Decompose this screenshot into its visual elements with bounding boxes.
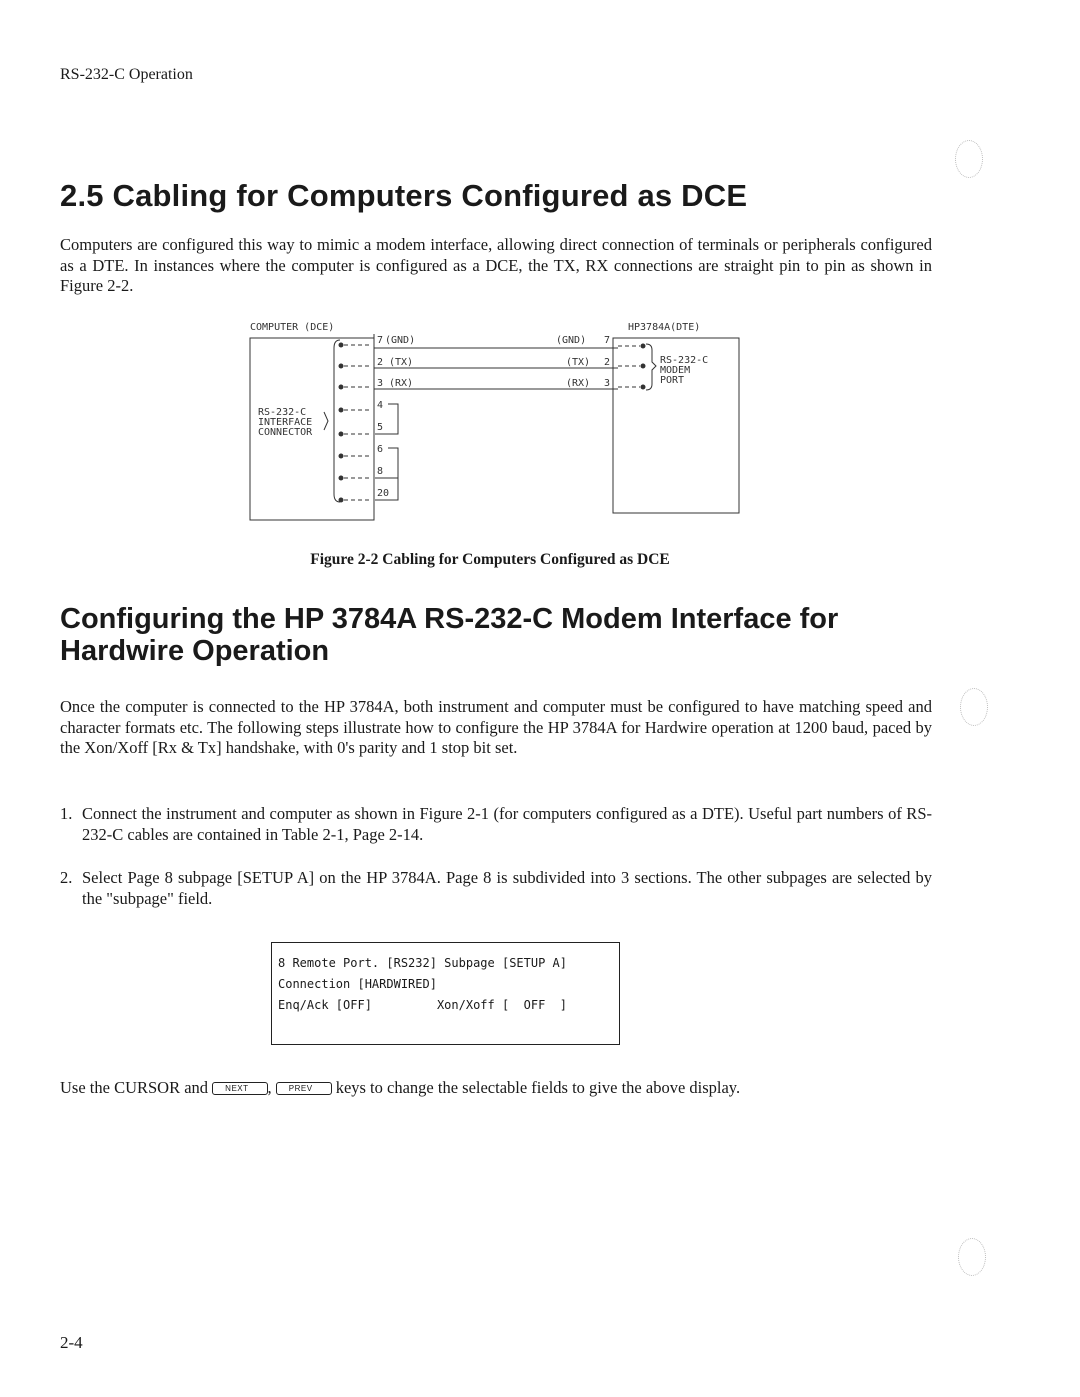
left-pin-2-sig: (TX) (389, 357, 414, 368)
screen-line-2: Connection [HARDWIRED] (278, 977, 437, 991)
punch-hole-middle (960, 688, 988, 726)
punch-hole-bottom (958, 1238, 986, 1276)
running-header: RS-232-C Operation (60, 66, 193, 83)
instrument-screen-display (271, 942, 620, 1045)
left-box-line-3: CONNECTOR (258, 427, 313, 438)
step-1-number: 1. (60, 804, 73, 823)
instruction-after: keys to change the selectable fields to give the above display. (331, 1078, 741, 1097)
hp-label: HP3784A(DTE) (628, 322, 701, 333)
left-pin-7-num: 7 (377, 335, 384, 346)
right-pins (556, 335, 646, 390)
cabling-diagram (248, 318, 748, 523)
screen-line-1: 8 Remote Port. [RS232] Subpage [SETUP A] (278, 956, 567, 970)
right-pin-7-num: 7 (604, 335, 611, 346)
left-pin-2-num: 2 (377, 357, 384, 368)
page-number: 2-4 (60, 1333, 83, 1352)
left-pin-4-num: 4 (377, 400, 384, 411)
left-pin-20-num: 20 (377, 488, 390, 499)
instruction-line (60, 1078, 740, 1098)
section-title: 2.5 Cabling for Computers Configured as DCE (60, 178, 748, 213)
left-pin-6-num: 6 (377, 444, 384, 455)
punch-hole-top (955, 140, 983, 178)
section-intro-paragraph: Computers are configured this way to mimic a modem interface, allowing direct connection of terminals or peripherals configured as a DTE. In instances where the computer is configured as a DCE, the TX, RX connections are straight pin to pin as shown in Figure 2-2. (60, 235, 932, 295)
left-box-line-1: RS-232-C (258, 407, 307, 418)
step-1-text: Connect the instrument and computer as shown in Figure 2-1 (for computers configured as a DTE). Useful part numbers of RS-232-C cables are contained in Table 2-1, Page 2-14. (82, 804, 932, 844)
subsection-title: Configuring the HP 3784A RS-232-C Modem Interface for Hardwire Operation (60, 603, 839, 667)
left-box-line-2: INTERFACE (258, 417, 313, 428)
prev-key: PREV (276, 1082, 332, 1095)
next-key: NEXT (212, 1082, 267, 1095)
figure-caption: Figure 2-2 Cabling for Computers Configured as DCE (310, 551, 670, 568)
instruction-before: Use the CURSOR and (60, 1078, 213, 1097)
left-pin-3-sig: (RX) (389, 378, 414, 389)
step-2-text: Select Page 8 subpage [SETUP A] on the HP 3784A. Page 8 is subdivided into 3 sections. The other subpages are selected by the "subpage" field. (82, 868, 932, 908)
subsection-intro-paragraph: Once the computer is connected to the HP 3784A, both instrument and computer must be configured to have matching speed and character formats etc. The following steps illustrate how to configure the HP 3784A for Hardwire operation at 1200 baud, paced by the Xon/Xoff [Rx & Tx] handshake, with 0's parity and 1 stop bit set. (60, 697, 932, 757)
right-box-line-1: RS-232-C (660, 355, 709, 366)
right-pin-3-num: 3 (604, 378, 611, 389)
left-pin-5-num: 5 (377, 422, 384, 433)
left-pin-8-num: 8 (377, 466, 384, 477)
instruction-separator: , (267, 1078, 276, 1097)
right-box-line-2: MODEM (660, 365, 691, 376)
right-box-line-3: PORT (660, 375, 685, 386)
left-pin-7-sig: (GND) (385, 335, 416, 346)
step-2-number: 2. (60, 868, 73, 887)
left-pins (339, 334, 416, 503)
step-2 (60, 868, 932, 909)
right-pin-3-sig: (RX) (566, 378, 591, 389)
computer-label: COMPUTER (DCE) (250, 322, 335, 333)
screen-line-3: Enq/Ack [OFF] Xon/Xoff [ OFF ] (278, 998, 567, 1012)
step-1 (60, 804, 932, 845)
right-pin-7-sig: (GND) (556, 335, 587, 346)
right-pin-2-sig: (TX) (566, 357, 591, 368)
right-pin-2-num: 2 (604, 357, 611, 368)
left-pin-3-num: 3 (377, 378, 384, 389)
